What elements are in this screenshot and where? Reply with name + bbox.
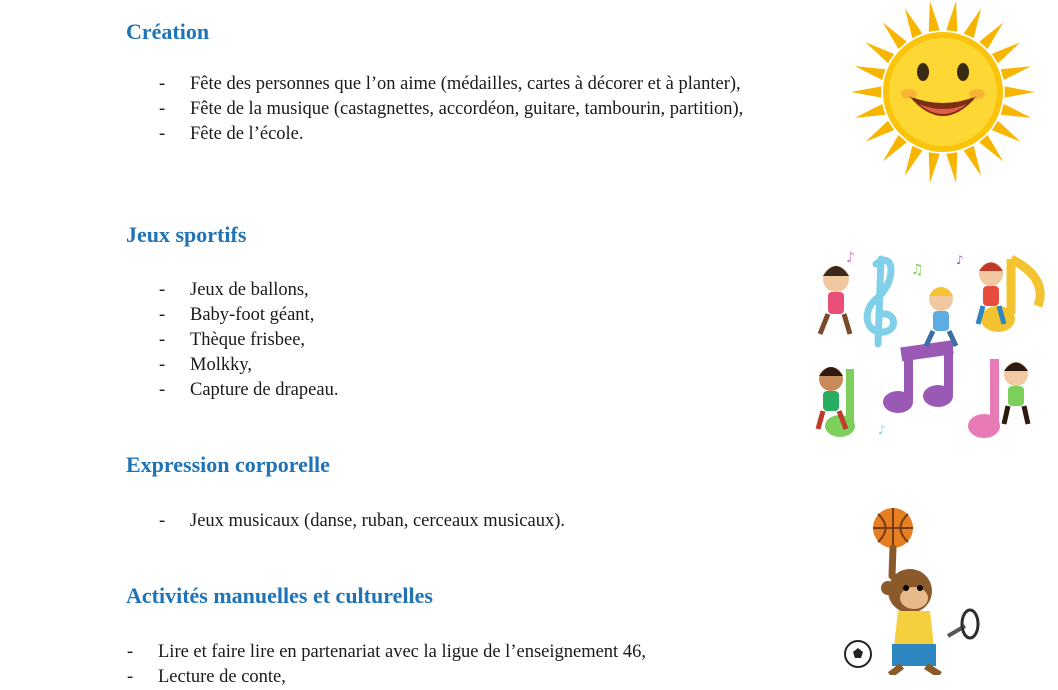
sun-ray xyxy=(1001,104,1032,118)
list-item: - Molkky, xyxy=(159,355,253,375)
activites-manuelles-list xyxy=(127,640,646,690)
sun-ray xyxy=(1005,86,1035,97)
list-item: - Fête de la musique (castagnettes, accordéon, guitare, tambourin, partition), xyxy=(159,99,744,119)
dancing-kids-music-notes-icon xyxy=(806,244,1051,444)
jeux-sportifs-list xyxy=(159,278,339,403)
list-item: - Lecture de conte, xyxy=(127,667,286,687)
list-item: - Thèque frisbee, xyxy=(159,330,306,350)
section-title-expression-corporelle: Expression corporelle xyxy=(126,452,330,477)
svg-text:♫: ♫ xyxy=(911,262,924,278)
list-item: - Jeux musicaux (danse, ruban, cerceaux musicaux). xyxy=(159,511,565,531)
section-title-creation: Création xyxy=(126,19,210,44)
sun-ray xyxy=(964,146,982,176)
sun-ray xyxy=(855,66,886,80)
sun-ray xyxy=(866,42,895,63)
list-item: - Fête des personnes que l’on aime (médailles, cartes à décorer et à planter), xyxy=(159,74,741,94)
smiling-sun-icon xyxy=(843,0,1043,190)
list-item: - Fête de l’école. xyxy=(159,124,304,144)
sun-ray xyxy=(851,86,881,97)
sun-ray xyxy=(855,104,886,118)
sun-ray xyxy=(929,1,940,32)
sun-ray xyxy=(946,1,957,32)
sun-ray xyxy=(946,152,957,183)
sun-ray xyxy=(964,8,982,38)
sun-ray xyxy=(883,23,907,50)
sun-ray xyxy=(992,42,1021,63)
list-item: - Jeux de ballons, xyxy=(159,280,309,300)
svg-text:♪: ♪ xyxy=(846,250,855,266)
sun-ray xyxy=(929,152,940,183)
sun-ray xyxy=(883,135,907,162)
sun-ray xyxy=(905,8,923,38)
list-item: - Baby-foot géant, xyxy=(159,305,315,325)
list-item: - Capture de drapeau. xyxy=(159,380,339,400)
section-title-jeux-sportifs: Jeux sportifs xyxy=(126,222,247,247)
sun-ray xyxy=(1001,66,1032,80)
svg-text:♪: ♪ xyxy=(956,253,964,267)
monkey-basketball-icon xyxy=(830,506,990,675)
sun-ray xyxy=(979,23,1003,50)
svg-text:♪: ♪ xyxy=(878,423,886,437)
sun-ray xyxy=(905,146,923,176)
expression-corporelle-list xyxy=(159,509,565,534)
list-item: - Lire et faire lire en partenariat avec la ligue de l’enseignement 46, xyxy=(127,642,646,662)
creation-list xyxy=(159,72,744,147)
sun-ray xyxy=(866,121,895,142)
sun-ray xyxy=(979,135,1003,162)
sun-ray xyxy=(992,121,1021,142)
section-title-activites-manuelles: Activités manuelles et culturelles xyxy=(126,583,433,608)
